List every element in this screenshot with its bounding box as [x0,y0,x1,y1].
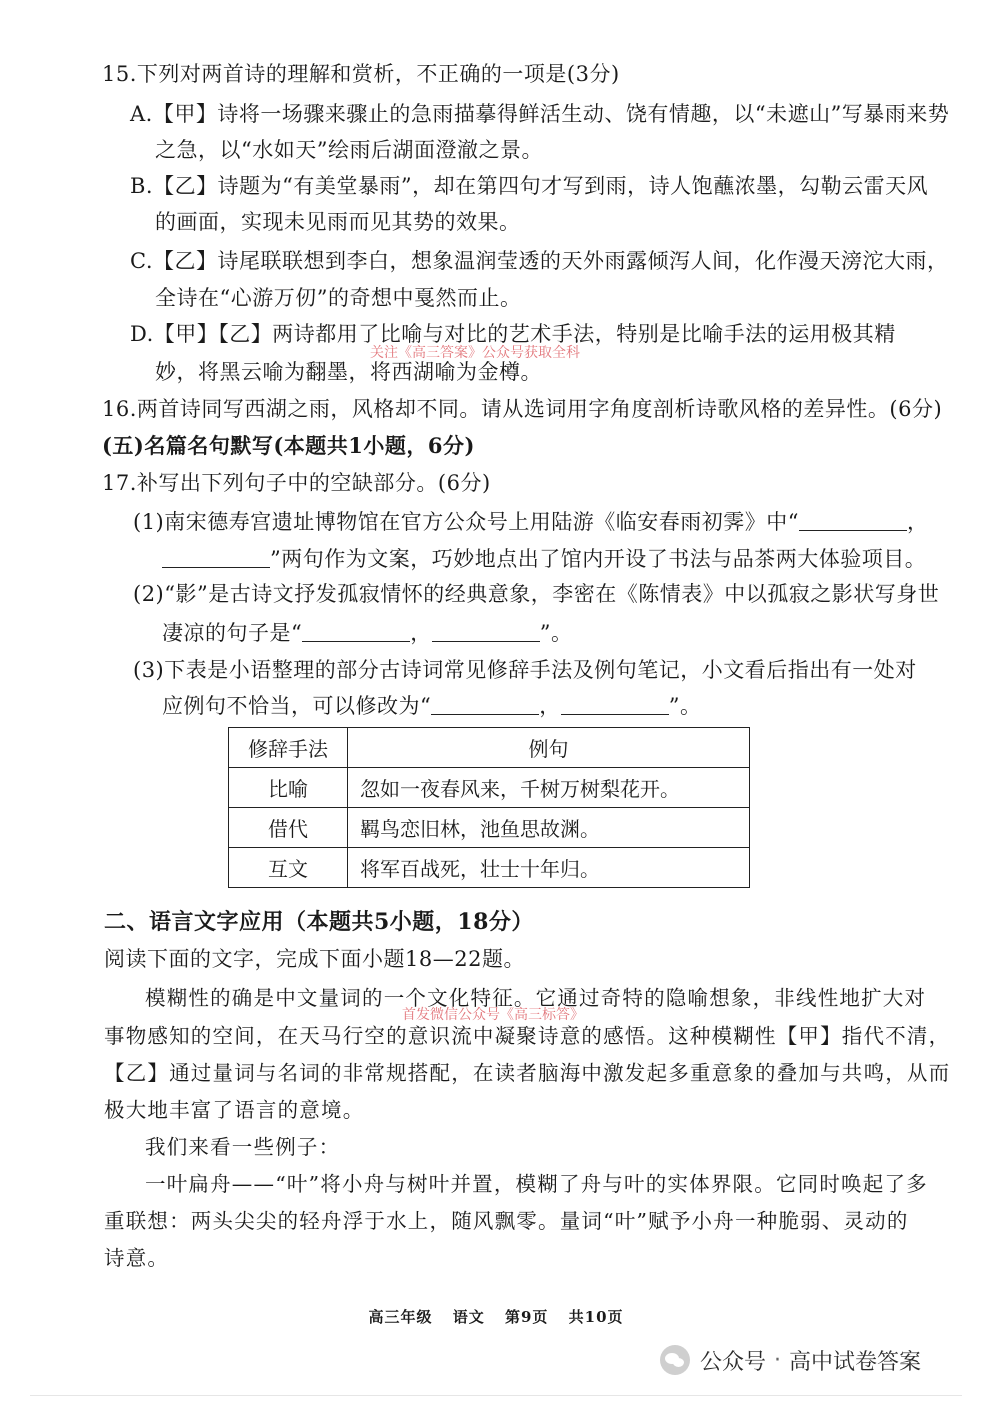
footer-page-number: 第9页 [504,1308,549,1326]
q15-option-d-line1: D.【甲】【乙】两诗都用了比喻与对比的艺术手法，特别是比喻手法的运用极其精 [130,322,896,346]
q17-part1-text-a: (1)南宋德寿宫遗址博物馆在官方公众号上用陆游《临安春雨初霁》中“ [133,510,799,534]
watermark-text: 关注《高三答案》公众号获取全科 [370,345,580,361]
wechat-account-badge[interactable] [660,1340,921,1380]
passage-line: 我们来看一些例子： [145,1135,341,1159]
q15-stem: 15.下列对两首诗的理解和赏析，不正确的一项是(3分) [102,62,620,86]
reading-instructions: 阅读下面的文字，完成下面小题18—22题。 [104,947,525,971]
passage-line: 【乙】通过量词与名词的非常规搭配，在读者脑海中激发起多重意象的叠加与共鸣，从而 [104,1061,951,1085]
answer-blank[interactable] [431,694,539,715]
table-cell: 将军百战死，壮士十年归。 [348,848,750,888]
footer-grade: 高三年级 [368,1308,433,1326]
q17-part2-line1: (2)“影”是古诗文抒发孤寂情怀的经典意象，李密在《陈情表》中以孤寂之影状写身世 [133,582,940,606]
brand-label: 公众号 [700,1349,767,1375]
q15-option-a-line2: 之急，以“水如天”绘雨后湖面澄澈之景。 [155,138,543,162]
brand-account-name: 高中试卷答案 [789,1349,922,1375]
q17-part3-text-b: 应例句不恰当，可以修改为“ [162,694,432,718]
q17-part1-line1 [133,508,928,536]
comma: ， [906,510,929,534]
passage-line: 模糊性的确是中文量词的一个文化特征。它通过奇特的隐喻想象，非线性地扩大对 [145,986,927,1010]
answer-blank[interactable] [162,547,270,568]
q17-part2-text-b: 凄凉的句子是“ [162,621,303,645]
q16-stem: 16.两首诗同写西湖之雨，风格却不同。请从选词用字角度剖析诗歌风格的差异性。(6分) [102,397,943,421]
passage-line: 一叶扁舟——“叶”将小舟与树叶并置，模糊了舟与叶的实体界限。它同时唤起了多 [145,1172,928,1196]
passage-line: 重联想：两头尖尖的轻舟浮于水上，随风飘零。量词“叶”赋予小舟一种脆弱、灵动的 [104,1209,909,1233]
answer-blank[interactable] [432,621,540,642]
table-cell: 羁鸟恋旧林，池鱼思故渊。 [348,808,750,848]
table-header-cell: 修辞手法 [229,728,348,768]
passage-line: 极大地丰富了语言的意境。 [104,1098,365,1122]
table-header-row [229,728,750,768]
q15-option-c-line1: C.【乙】诗尾联联想到李白，想象温润莹透的天外雨露倾泻人间，化作漫天滂沱大雨， [130,249,949,273]
q15-option-b-line1: B.【乙】诗题为“有美堂暴雨”，却在第四句才写到雨，诗人饱蘸浓墨，勾勒云雷天风 [130,174,929,198]
q15-option-c-line2: 全诗在“心游万仞”的奇想中戛然而止。 [155,286,522,310]
q15-option-b-line2: 的画面，实现未见雨而见其势的效果。 [155,210,521,234]
comma: ， [539,694,561,718]
q15-option-a-line1: A.【甲】诗将一场骤来骤止的急雨描摹得鲜活生动、饶有情趣，以“未遮山”写暴雨来势 [130,102,950,126]
answer-blank[interactable] [302,621,410,642]
q17-part3-line1: (3)下表是小语整理的部分古诗词常见修辞手法及例句笔记，小文看后指出有一处对 [133,658,917,682]
q17-part1-line2 [162,545,926,573]
wechat-logo-icon [660,1345,690,1375]
section-5-heading: (五)名篇名句默写(本题共1小题，6分) [102,433,475,458]
q17-part1-text-b: ”两句作为文案，巧妙地点出了馆内开设了书法与品茶两大体验项目。 [270,547,927,571]
rhetoric-table [228,727,750,888]
table-row [229,768,750,808]
footer-total-pages: 共10页 [568,1308,624,1326]
table-cell: 互文 [229,848,348,888]
q17-part2-line2 [162,619,573,647]
table-cell: 忽如一夜春风来，千树万树梨花开。 [348,768,750,808]
passage-line: 事物感知的空间，在天马行空的意识流中凝聚诗意的感悟。这种模糊性【甲】指代不清， [104,1024,951,1048]
footer-subject: 语文 [452,1308,485,1326]
q17-stem: 17.补写出下列句子中的空缺部分。(6分) [102,471,491,495]
closing-quote: ”。 [539,621,573,645]
table-cell: 借代 [229,808,348,848]
watermark-text: 首发微信公众号《高三标答》 [402,1007,584,1023]
answer-blank[interactable] [799,510,907,531]
divider [30,1395,962,1396]
passage-line: 诗意。 [104,1246,170,1270]
comma: ， [410,621,432,645]
q15-option-d-line2: 妙，将黑云喻为翻墨，将西湖喻为金樽。 [155,360,542,384]
closing-quote: ”。 [668,694,702,718]
table-header-cell: 例句 [348,728,750,768]
separator-dot: · [774,1347,782,1373]
page-footer [0,1306,992,1327]
answer-blank[interactable] [561,694,669,715]
section-2-heading: 二、语言文字应用（本题共5小题，18分） [104,909,534,935]
table-row [229,808,750,848]
table-cell: 比喻 [229,768,348,808]
table-row [229,848,750,888]
q17-part3-line2 [162,692,702,720]
